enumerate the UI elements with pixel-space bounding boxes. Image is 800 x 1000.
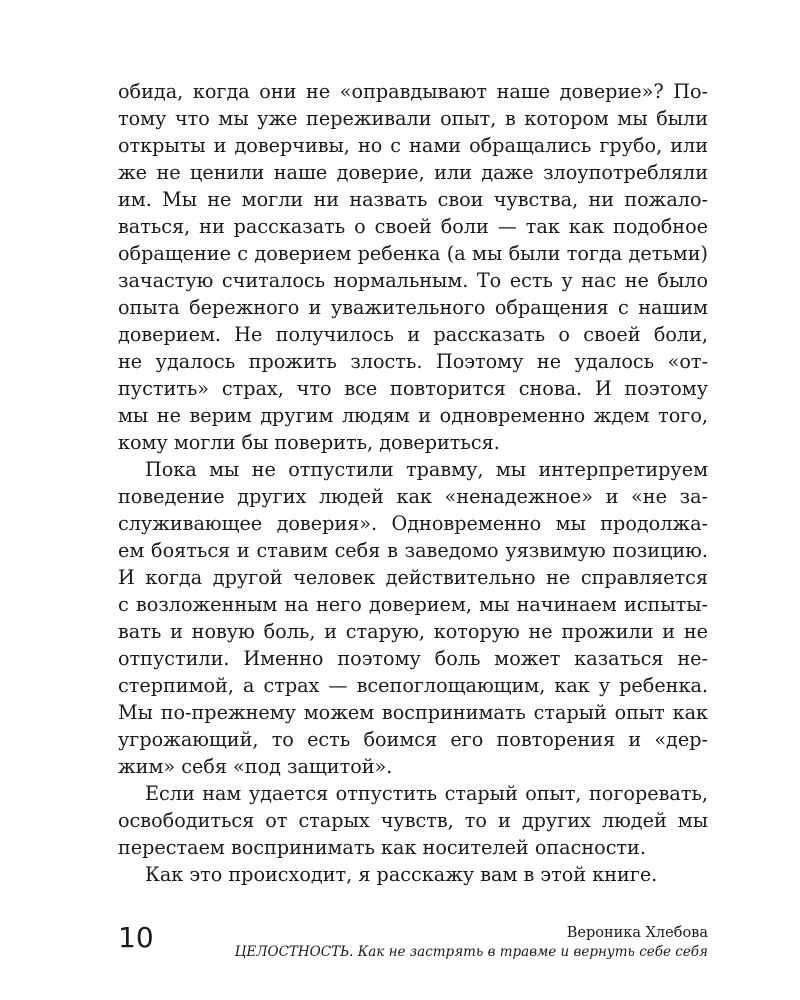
text-line: ваться, ни рассказать о своей боли — так как подобное	[118, 215, 708, 238]
text-line: отпустили. Именно поэтому боль может казаться не-	[118, 647, 708, 670]
text-line: открыты и доверчивы, но с нами обращались грубо, или	[118, 134, 708, 157]
text-line: перестаем воспринимать как носителей опасности.	[118, 836, 646, 859]
text-line: поведение других людей как «ненадежное» и «не за-	[118, 485, 708, 508]
text-line: Мы по-прежнему можем воспринимать старый опыт как	[118, 701, 708, 724]
text-line: угрожающий, то есть боимся его повторения и «дер-	[118, 728, 708, 751]
footer-book-title: ЦЕЛОСТНОСТЬ. Как не застрять в травме и вернуть себе себя	[234, 944, 708, 960]
text-line: мы не верим другим людям и одновременно ждем того,	[118, 404, 708, 427]
paragraph-1	[118, 78, 708, 456]
text-line: служивающее доверия». Одновременно мы продолжа-	[118, 512, 708, 535]
footer-author: Вероника Хлебова	[566, 925, 708, 941]
page-body-text	[118, 78, 708, 888]
text-line: кому могли бы поверить, довериться.	[118, 431, 500, 454]
text-line: обращение с доверием ребенка (а мы были тогда детьми)	[118, 242, 708, 265]
text-line: тому что мы уже переживали опыт, в котором мы были	[118, 107, 708, 130]
text-line: вать и новую боль, и старую, которую не прожили и не	[118, 620, 708, 643]
paragraph-3	[118, 780, 708, 861]
text-line: И когда другой человек действительно не справляется	[118, 566, 708, 589]
text-line: не удалось прожить злость. Поэтому не удалось «от-	[118, 350, 708, 373]
text-line: Как это происходит, я расскажу вам в этой книге.	[145, 863, 658, 886]
text-line: Пока мы не отпустили травму, мы интерпретируем	[145, 458, 708, 481]
text-line: с возложенным на него доверием, мы начинаем испыты-	[118, 593, 708, 616]
text-line: доверием. Не получилось и рассказать о своей боли,	[118, 323, 708, 346]
paragraph-4	[118, 861, 708, 888]
text-line: опыта бережного и уважительного обращения с нашим	[118, 296, 708, 319]
text-line: зачастую считалось нормальным. То есть у нас не было	[118, 269, 708, 292]
page-number: 10	[118, 921, 154, 954]
paragraph-2	[118, 456, 708, 780]
text-line: им. Мы не могли ни назвать свои чувства, ни пожало-	[118, 188, 708, 211]
text-line: стерпимой, а страх — всепоглощающим, как у ребенка.	[118, 674, 708, 697]
text-line: ем бояться и ставим себя в заведомо уязвимую позицию.	[118, 539, 708, 562]
running-footer	[235, 924, 708, 962]
text-line: обида, когда они не «оправдывают наше доверие»? По-	[118, 80, 708, 103]
text-line: пустить» страх, что все повторится снова. И поэтому	[118, 377, 708, 400]
text-line: освободиться от старых чувств, то и других людей мы	[118, 809, 708, 832]
text-line: же не ценили наше доверие, или даже злоупотребляли	[118, 161, 708, 184]
text-line: Если нам удается отпустить старый опыт, погоревать,	[145, 782, 708, 805]
text-line: жим» себя «под защитой».	[118, 755, 393, 778]
